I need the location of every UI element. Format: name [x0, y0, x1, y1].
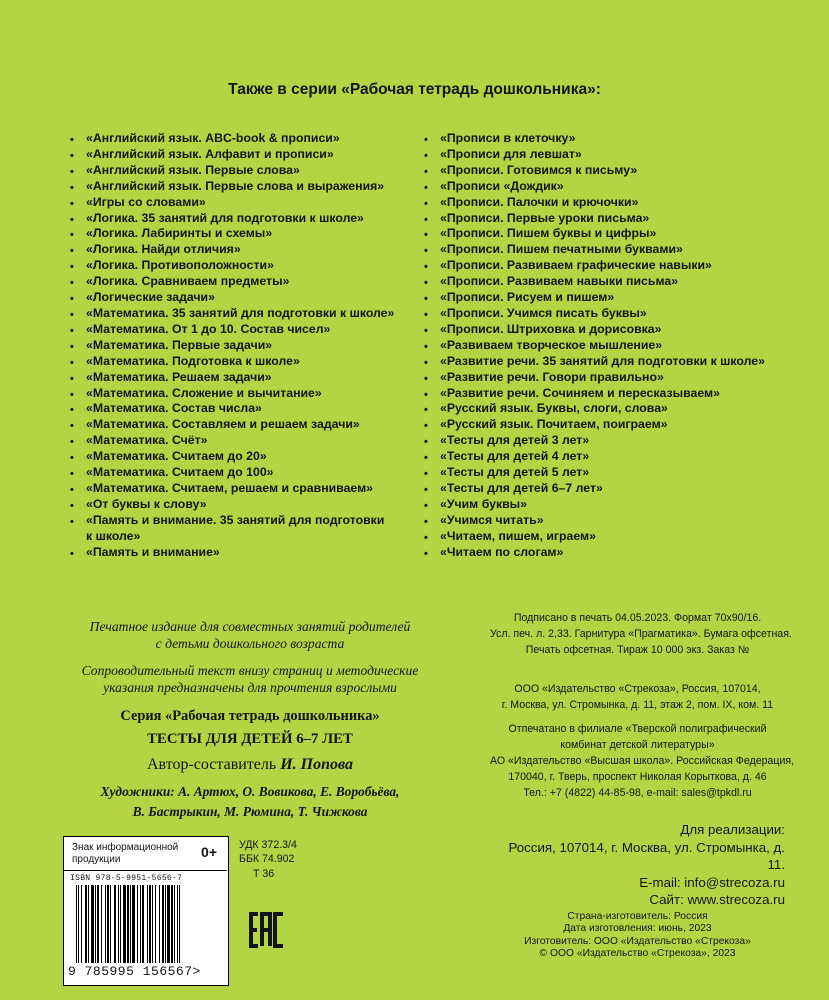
list-item: • «Прописи. Учимся писать буквы» [424, 306, 765, 322]
list-item: • «Тесты для детей 4 лет» [424, 449, 765, 465]
list-item: • «Память и внимание» [70, 545, 394, 561]
list-item: • «Английский язык. ABC-book & прописи» [70, 131, 394, 147]
series-line: Серия «Рабочая тетрадь дошкольника» [120, 708, 380, 724]
list-item: • «Прописи в клеточку» [424, 131, 765, 147]
artists [20, 782, 480, 822]
list-item: • «Учимся читать» [424, 513, 765, 529]
list-item: • «Прописи. Рисуем и пишем» [424, 290, 765, 306]
list-item: • «Математика. 35 занятий для подготовки к школе» [70, 306, 394, 322]
edition-note-line: с детьми дошкольного возраста [155, 636, 345, 651]
list-item: • «Русский язык. Почитаем, поиграем» [424, 417, 765, 433]
list-item: • «Тесты для детей 3 лет» [424, 433, 765, 449]
list-item: • «Игры со словами» [70, 195, 394, 211]
copyright: © ООО «Издательство «Стрекоза», 2023 [539, 948, 736, 959]
list-item: • «Математика. Счёт» [70, 433, 394, 449]
list-item: • «Математика. Сложение и вычитание» [70, 386, 394, 402]
list-item: • «Математика. Подготовка к школе» [70, 354, 394, 370]
list-item: • «Английский язык. Первые слова» [70, 163, 394, 179]
printer-info [490, 721, 795, 801]
list-item-continuation: к школе» [86, 528, 141, 543]
age-rating: 0+ [201, 844, 217, 860]
artists-line: В. Бастрыкин, М. Рюмина, Т. Чижкова [132, 804, 368, 819]
list-item: • «Математика. Считаем до 100» [70, 465, 394, 481]
edition-note-line: Печатное издание для совместных занятий родителей [89, 619, 411, 634]
printer-info-line: АО «Издательство «Высшая школа». Российская Федерация, [490, 755, 795, 767]
printer-info-line: комбинат детской литературы» [560, 739, 715, 751]
publisher-info-line: г. Москва, ул. Стромынка, д. 11, этаж 2, пом. IX, ком. 11 [501, 699, 774, 711]
sales-info-line: Для реализации: [680, 822, 785, 837]
author-mark: Т 36 [253, 867, 275, 880]
list-item: • «Логика. Найди отличия» [70, 242, 394, 258]
list-item: • «Тесты для детей 6–7 лет» [424, 481, 765, 497]
origin-info [490, 911, 785, 948]
list-item: • «Английский язык. Первые слова и выражения» [70, 179, 394, 195]
list-item: • «Прописи. Палочки и крючочки» [424, 195, 765, 211]
publisher-info-line: ООО «Издательство «Стрекоза», Россия, 107014, [514, 683, 761, 695]
list-item: • «Логика. Сравниваем предметы» [70, 274, 394, 290]
printer-info-line: 170040, г. Тверь, проспект Николая Корыткова, д. 46 [508, 771, 767, 783]
list-item: • «Читаем по слогам» [424, 545, 765, 561]
list-item: • «Прописи. Пишем буквы и цифры» [424, 226, 765, 242]
list-item: • «Математика. Считаем, решаем и сравниваем» [70, 481, 394, 497]
list-item: • «Развитие речи. Сочиняем и пересказываем» [424, 386, 765, 402]
list-item: • «Прописи. Штриховка и дорисовка» [424, 322, 765, 338]
list-item [70, 513, 394, 545]
list-item: • «Прописи. Пишем печатными буквами» [424, 242, 765, 258]
origin-info-line: Страна-изготовитель: Россия [567, 911, 708, 922]
list-item: • «Прописи. Развиваем навыки письма» [424, 274, 765, 290]
printer-info-line: Отпечатано в филиале «Тверской полиграфический [508, 723, 767, 735]
sales-info-line: E-mail: info@strecoza.ru [639, 874, 785, 890]
artists-line: Художники: А. Артюх, О. Вовикова, Е. Воробьёва, [100, 784, 400, 799]
print-info-line: Подписано в печать 04.05.2023. Формат 70х90/16. [513, 612, 762, 624]
list-item: • «Развитие речи. 35 занятий для подготовки к школе» [424, 354, 765, 370]
list-item: • «Русский язык. Буквы, слоги, слова» [424, 401, 765, 417]
list-item: • «Прописи «Дождик» [424, 179, 765, 195]
list-item: • «Развитие речи. Говори правильно» [424, 370, 765, 386]
edition-note [20, 618, 480, 652]
print-info-line: Усл. печ. л. 2,33. Гарнитура «Прагматика». Бумага офсетная. [490, 628, 792, 640]
list-item: • «Учим буквы» [424, 497, 765, 513]
list-item: • «Математика. Состав числа» [70, 401, 394, 417]
adult-note-line: указания предназначены для прочтения взрослыми [103, 680, 397, 695]
list-item: • «Логика. Противоположности» [70, 258, 394, 274]
barcode-digits: 9 785995 156567> [68, 964, 201, 979]
eac-icon [248, 910, 288, 950]
list-item: • «Логика. 35 занятий для подготовки к школе» [70, 211, 394, 227]
list-item: • «Английский язык. Алфавит и прописи» [70, 147, 394, 163]
barcode-icon [74, 885, 218, 965]
sales-info-line: Сайт: www.strecoza.ru [649, 892, 785, 908]
info-product-sign [64, 837, 227, 871]
author-label: Автор-составитель [146, 756, 277, 773]
series-list-right [424, 131, 765, 560]
list-item: • «Математика. Считаем до 20» [70, 449, 394, 465]
list-item: • «Математика. Первые задачи» [70, 338, 394, 354]
isbn: ISBN 978-5-9951-5656-7 [70, 874, 183, 883]
publisher-info [490, 681, 785, 713]
list-item: • «Прописи. Развиваем графические навыки» [424, 258, 765, 274]
classification-codes [239, 838, 297, 881]
origin-info-line: Дата изготовления: июнь, 2023 [563, 923, 712, 935]
print-info [490, 610, 792, 658]
barcode-box [63, 836, 229, 986]
series-list-left [70, 131, 394, 560]
list-item-text: «Память и внимание. 35 занятий для подготовки [86, 512, 385, 527]
udk-code: УДК 372.3/4 [239, 839, 297, 851]
author-line [20, 756, 480, 774]
list-item: • «Математика. Решаем задачи» [70, 370, 394, 386]
print-info-line: Печать офсетная. Тираж 10 000 экз. Заказ № [525, 644, 750, 656]
list-item: • «Математика. Составляем и решаем задачи» [70, 417, 394, 433]
list-item: • «Логические задачи» [70, 290, 394, 306]
origin-info-line: Изготовитель: ООО «Издательство «Стрекоза» [524, 935, 751, 947]
list-item: • «Прописи. Готовимся к письму» [424, 163, 765, 179]
series-heading: Также в серии «Рабочая тетрадь дошкольника»: [228, 81, 601, 98]
sales-info-line: Россия, 107014, г. Москва, ул. Стромынка, д. 11. [508, 839, 785, 873]
list-item: • «Логика. Лабиринты и схемы» [70, 226, 394, 242]
info-sign-text: продукции [72, 854, 121, 865]
list-item: • «Математика. От 1 до 10. Состав чисел» [70, 322, 394, 338]
list-item: • «Развиваем творческое мышление» [424, 338, 765, 354]
info-sign-text: Знак информационной [72, 842, 179, 853]
bbk-code: ББК 74.902 [239, 853, 295, 866]
list-item: • «Читаем, пишем, играем» [424, 529, 765, 545]
list-item: • «Тесты для детей 5 лет» [424, 465, 765, 481]
list-item: • «Прописи для левшат» [424, 147, 765, 163]
list-item: • «Прописи. Первые уроки письма» [424, 211, 765, 227]
sales-info [490, 821, 785, 909]
author-name: И. Попова [280, 756, 354, 773]
book-title: ТЕСТЫ ДЛЯ ДЕТЕЙ 6–7 ЛЕТ [147, 731, 353, 747]
list-item: • «От буквы к слову» [70, 497, 394, 513]
adult-note-line: Сопроводительный текст внизу страниц и методические [81, 663, 419, 678]
adult-note [20, 662, 480, 696]
printer-info-line: Тел.: +7 (4822) 44-85-98, e-mail: sales@tpkdl.ru [523, 787, 752, 799]
